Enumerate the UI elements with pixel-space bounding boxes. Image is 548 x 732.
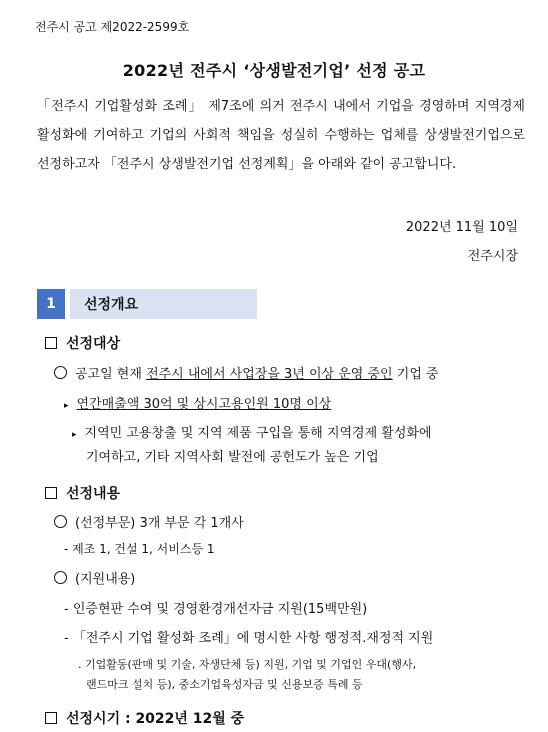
triangle-bullet-icon: ▸ <box>72 430 77 440</box>
section-header <box>37 289 257 319</box>
target-heading: 선정대상 <box>66 336 121 352</box>
target-bullet-1-text: 연간매출액 30억 및 상시고용인원 10명 이상 <box>76 397 332 412</box>
target-bullet-2-line1: 지역민 고용창출 및 지역 제품 구입을 통해 지역경제 활성화에 <box>84 426 432 441</box>
content-category <box>54 512 244 531</box>
circle-bullet-icon <box>54 366 67 379</box>
content-category-detail: - 제조 1, 건설 1, 서비스등 1 <box>64 542 215 556</box>
timing-heading-row <box>45 708 244 728</box>
notice-number: 전주시 공고 제2022-2599호 <box>35 20 190 34</box>
triangle-bullet-icon: ▸ <box>64 401 69 411</box>
support-note-line2: 랜드마크 설치 등), 중소기업육성자금 및 신용보증 특례 등 <box>86 678 363 691</box>
support-note-line1: . 기업활동(판매 및 기술, 자생단체 등) 지원, 기업 및 기업인 우대(행사, <box>78 658 417 671</box>
checkbox-square-icon <box>45 712 57 724</box>
circle-bullet-icon <box>54 571 67 584</box>
target-line-underlined: 전주시 내에서 사업장을 3년 이상 운영 중인 <box>146 367 393 382</box>
circle-bullet-icon <box>54 515 67 528</box>
timing-heading: 선정시기 : 2022년 12월 중 <box>66 711 245 727</box>
intro-paragraph: 「전주시 기업활성화 조례」 제7조에 의거 전주시 내에서 기업을 경영하며 지역경제 활성화에 기여하고 기업의 사회적 책임을 성실히 수행하는 업체를 상생발전기업으로 선정하고자 「전주시 상생발전기업 선정계획」을 아래와 같이 공고합니다. <box>37 99 525 172</box>
checkbox-square-icon <box>45 337 57 349</box>
content-heading: 선정내용 <box>66 486 121 502</box>
target-heading-row <box>45 333 120 353</box>
content-heading-row <box>45 483 120 503</box>
page-title: 2022년 전주시 ‘상생발전기업’ 선정 공고 <box>122 61 426 80</box>
target-bullet-1 <box>64 393 331 412</box>
content-support-text: (지원내용) <box>75 572 136 587</box>
support-item-2: - 「전주시 기업 활성화 조례」에 명시한 사항 행정적.재정적 지원 <box>64 631 434 646</box>
section-number: 1 <box>37 289 65 319</box>
support-item-1: - 인증현판 수여 및 경영환경개선자금 지원(15백만원) <box>64 602 368 617</box>
target-line-suffix: 기업 중 <box>392 367 439 382</box>
signer: 전주시장 <box>467 249 518 264</box>
target-line <box>54 363 439 382</box>
section-title: 선정개요 <box>70 289 257 319</box>
target-bullet-2 <box>72 422 432 441</box>
content-category-text: (선정부문) 3개 부문 각 1개사 <box>75 516 244 531</box>
checkbox-square-icon <box>45 487 57 499</box>
target-line-prefix: 공고일 현재 <box>75 367 147 382</box>
content-support <box>54 568 135 587</box>
target-bullet-2-line2: 기여하고, 기타 지역사회 발전에 공헌도가 높은 기업 <box>86 450 379 465</box>
notice-date: 2022년 11월 10일 <box>405 220 518 235</box>
